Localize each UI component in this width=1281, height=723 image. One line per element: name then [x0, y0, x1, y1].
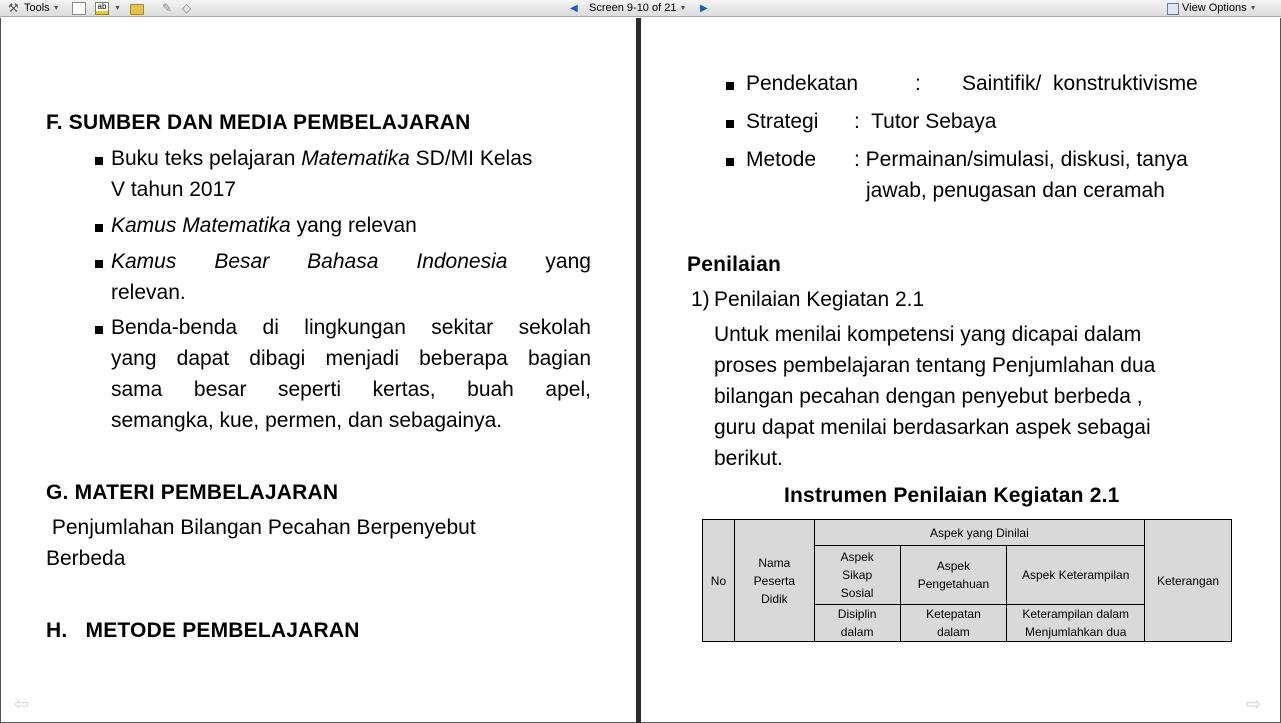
pendekatan-value: Saintifik/ konstruktivisme	[962, 72, 1198, 95]
section-f-item-4-line-1	[111, 316, 591, 340]
item-2-italic: Kamus Matematika	[111, 214, 291, 237]
prev-page-button[interactable]: ⇦	[14, 694, 30, 714]
table-title: Instrumen Penilaian Kegiatan 2.1	[784, 484, 1120, 507]
next-page-button[interactable]: ⇨	[1246, 694, 1262, 714]
screen-label: Screen 9-10 of 21	[589, 2, 677, 14]
chevron-down-icon: ▼	[52, 5, 60, 12]
sub-keterampilan-line: Keterampilan dalam	[1022, 607, 1130, 621]
penilaian-para-line: berikut.	[714, 447, 783, 470]
section-g-line-1: Penjumlahan Bilangan Pecahan Berpenyebut	[46, 516, 476, 539]
word: bagian	[527, 347, 591, 370]
metode-value-line-1: : Permainan/simulasi, diskusi, tanya	[854, 148, 1188, 171]
pendekatan-colon: :	[915, 72, 921, 95]
screen-selector[interactable]	[589, 1, 686, 16]
word: sama	[111, 378, 163, 401]
word: Benda-benda	[111, 316, 238, 339]
sub-sikap-line: dalam	[840, 625, 874, 639]
sub-keterampilan-line: Menjumlahkan dua	[1024, 625, 1127, 639]
bullet-icon	[95, 157, 103, 165]
chevron-down-icon: ▼	[679, 5, 687, 12]
section-f-item-4-line-4: semangka, kue, permen, dan sebagainya.	[111, 409, 503, 432]
prev-arrow-icon: ◀	[570, 3, 578, 14]
section-f-heading: F. SUMBER DAN MEDIA PEMBELAJARAN	[46, 111, 471, 134]
chevron-down-icon: ▼	[1249, 5, 1257, 12]
sub-pengetahuan-line: dalam	[937, 625, 970, 639]
section-f-item-2	[111, 214, 417, 238]
section-f-item-4-line-3	[111, 378, 591, 402]
strategi-value: : Tutor Sebaya	[854, 110, 997, 133]
word: apel,	[545, 378, 591, 401]
penilaian-item-number: 1)	[691, 288, 710, 311]
section-f-item-4-line-2	[111, 347, 591, 371]
penilaian-heading: Penilaian	[687, 253, 782, 276]
header-sikap-line: Aspek	[840, 550, 874, 564]
eraser-icon: ◇	[182, 1, 192, 15]
header-pengetahuan-line: Aspek	[936, 559, 971, 573]
view-options-icon	[1167, 3, 1179, 15]
word: dibagi	[249, 347, 306, 370]
word: dapat	[176, 347, 230, 370]
toolbar	[0, 0, 1281, 17]
penilaian-para-line: Untuk menilai kompetensi yang dicapai dalam	[714, 323, 1142, 346]
section-g-line-2: Berbeda	[46, 547, 126, 570]
spell-check-icon	[72, 2, 86, 15]
sub-sikap-line: Disiplin	[837, 607, 877, 621]
word: seperti	[277, 378, 342, 401]
bullet-icon	[95, 224, 103, 232]
word: besar	[193, 378, 247, 401]
item-3-word: Bahasa	[307, 250, 379, 273]
chevron-down-icon: ▼	[114, 5, 121, 12]
pendekatan-label: Pendekatan	[746, 72, 859, 95]
penilaian-item-title: Penilaian Kegiatan 2.1	[714, 288, 925, 311]
item-3-word: Kamus	[111, 250, 177, 273]
item-1-post: SD/MI Kelas	[409, 147, 533, 170]
bullet-icon	[726, 158, 734, 166]
header-sikap	[814, 546, 900, 605]
tools-menu[interactable]	[8, 1, 60, 16]
pen-icon: ✎	[162, 1, 173, 15]
highlight-button[interactable]	[95, 1, 121, 16]
bullet-icon	[726, 120, 734, 128]
word: sekitar	[431, 316, 494, 339]
word: beberapa	[419, 347, 508, 370]
assessment-table	[702, 519, 1232, 642]
header-keterangan: Keterangan	[1145, 520, 1232, 642]
header-sikap-line: Sikap	[842, 568, 873, 582]
item-1-pre: Buku teks pelajaran	[111, 147, 302, 170]
word: di	[262, 316, 279, 339]
sub-pengetahuan-line: Ketepatan	[926, 607, 981, 621]
word: buah	[467, 378, 514, 401]
item-2-post: yang relevan	[290, 214, 417, 237]
section-f-item-3-line-2: relevan.	[111, 281, 186, 304]
item-1-italic: Matematika	[301, 147, 410, 170]
metode-label: Metode	[746, 148, 817, 171]
bullet-icon	[95, 326, 103, 334]
header-keterampilan: Aspek Keterampilan	[1007, 546, 1145, 605]
header-no: No	[703, 520, 735, 642]
next-arrow-icon: ▶	[700, 3, 708, 14]
view-options-label: View Options	[1182, 2, 1247, 14]
pen-button[interactable]	[162, 1, 172, 16]
header-sikap-line: Sosial	[840, 586, 874, 600]
section-f-item-1-line-1	[111, 147, 532, 171]
section-h-heading: H. METODE PEMBELAJARAN	[46, 619, 360, 642]
highlight-icon: ab	[95, 2, 109, 15]
penilaian-para-line: guru dapat menilai berdasarkan aspek sebagai	[714, 416, 1151, 439]
word: sekolah	[518, 316, 591, 339]
metode-value-line-2: jawab, penugasan dan ceramah	[866, 179, 1165, 202]
header-nama-line: Nama	[758, 555, 791, 570]
item-3-word: yang	[545, 250, 591, 273]
eraser-button[interactable]	[182, 1, 191, 16]
penilaian-para-line: proses pembelajaran tentang Penjumlahan dua	[714, 354, 1156, 377]
tools-icon: ⚒	[8, 1, 19, 15]
header-nama-line: Didik	[761, 591, 788, 606]
item-3-word: Besar	[214, 250, 270, 273]
prev-screen-button[interactable]	[570, 1, 578, 16]
word: lingkungan	[304, 316, 406, 339]
folder-icon	[130, 4, 144, 15]
sub-sikap	[814, 605, 900, 642]
spell-check-button[interactable]	[72, 1, 88, 16]
word: yang	[111, 347, 157, 370]
header-nama	[734, 520, 814, 642]
view-options-menu[interactable]	[1167, 1, 1257, 16]
header-aspek: Aspek yang Dinilai	[814, 520, 1144, 546]
word: menjadi	[325, 347, 399, 370]
sub-keterampilan	[1007, 605, 1145, 642]
header-pengetahuan	[900, 546, 1007, 605]
open-folder-button[interactable]	[130, 1, 146, 16]
penilaian-para-line: bilangan pecahan dengan penyebut berbeda ,	[714, 385, 1143, 408]
header-pengetahuan-line: Pengetahuan	[917, 577, 990, 591]
tools-label: Tools	[24, 2, 50, 14]
word: kertas,	[372, 378, 436, 401]
sub-pengetahuan	[900, 605, 1007, 642]
bullet-icon	[726, 82, 734, 90]
item-3-word: Indonesia	[416, 250, 508, 273]
bullet-icon	[95, 260, 103, 268]
strategi-label: Strategi	[746, 110, 819, 133]
section-f-item-1-line-2: V tahun 2017	[111, 178, 236, 201]
section-g-heading: G. MATERI PEMBELAJARAN	[46, 481, 339, 504]
next-screen-button[interactable]	[700, 1, 708, 16]
section-f-item-3-line-1	[111, 250, 591, 274]
header-nama-line: Peserta	[753, 573, 796, 588]
